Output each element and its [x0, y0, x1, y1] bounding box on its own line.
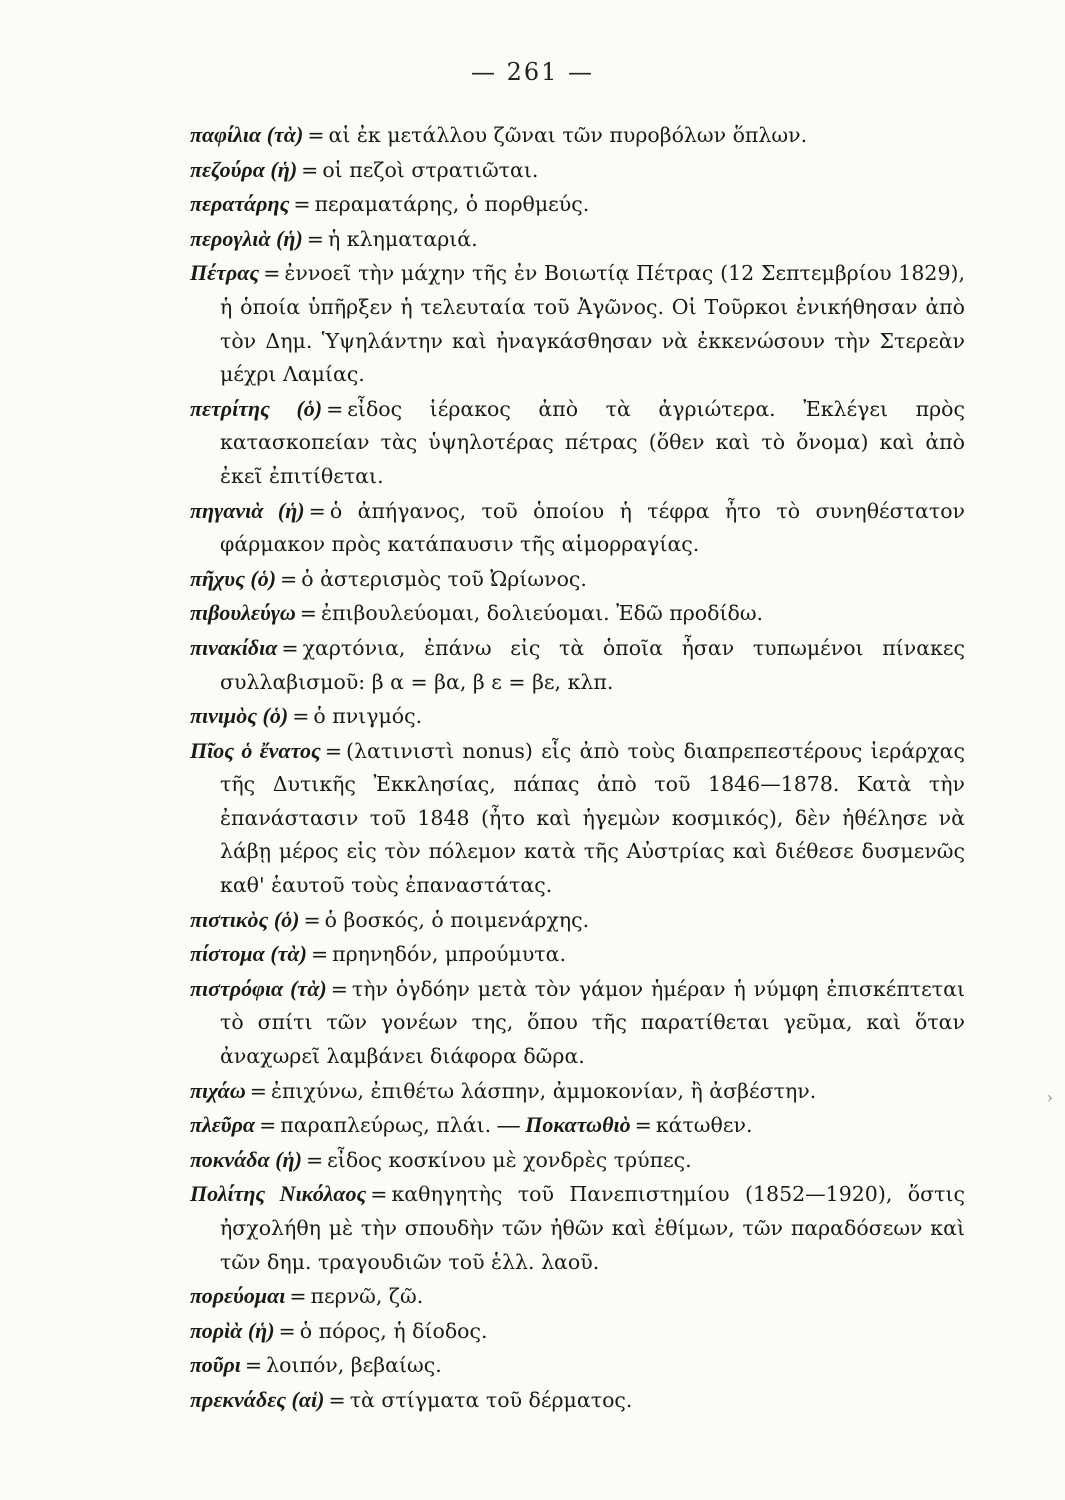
entry-equals-sign: =: [310, 942, 329, 967]
glossary-entry: [190, 1279, 965, 1314]
glossary-entry: [190, 256, 965, 391]
entry-definition: οἱ πεζοὶ στρατιῶται.: [322, 157, 539, 182]
glossary-entry: [190, 1348, 965, 1383]
entry-definition: τὰ στίγματα τοῦ δέρματος.: [349, 1387, 633, 1412]
entry-definition: ἐννοεῖ τὴν μάχην τῆς ἐν Βοιωτίᾳ Πέτρας (12 Σεπτεμβρίου 1829), ἡ ὁποία ὑπῆρξεν ἡ τελευταία τοῦ Ἀγῶνος. Οἱ Τοῦρκοι ἐνικήθησαν ἀπὸ τὸν Δημ. Ὑψηλάντην καὶ ἠναγκάσθησαν νὰ ἐκκενώσουν τὴν Στερεὰν μέχρι Λαμίας.: [220, 261, 965, 387]
glossary-entry: [190, 494, 965, 562]
entry-equals-sign: =: [307, 123, 325, 147]
entry-definition: χαρτόνια, ἐπάνω εἰς τὰ ὁποῖα ἦσαν τυπωμένοι πίνακες συλλαβισμοῦ: β α = βα, β ε = βε, κλπ.: [220, 635, 965, 694]
entry-definition: πρηνηδόν, μπρούμυτα.: [332, 942, 566, 967]
glossary-entry: [190, 1074, 965, 1109]
entry-equals-sign: =: [278, 1318, 296, 1343]
entry-equals-sign: =: [263, 261, 281, 286]
entry-headword: ποῦρι: [190, 1352, 241, 1378]
glossary-entry: [190, 1383, 965, 1418]
glossary-entry: [190, 222, 965, 257]
entry-equals-sign: =: [303, 907, 321, 932]
entry-definition: εἶδος κοσκίνου μὲ χονδρὲς τρύπες.: [327, 1147, 692, 1172]
entry-headword: περογλιὰ (ἡ): [190, 225, 303, 251]
entry-equals-sign: =: [292, 704, 310, 729]
entry-headword: πορὶὰ (ἡ): [190, 1317, 275, 1343]
glossary-entry: [190, 1177, 965, 1279]
entry-headword: πινακίδια: [190, 634, 278, 660]
entry-definition: ἐπιχύνω, ἐπιθέτω λάσπην, ἀμμοκονίαν, ἢ ἀσβέστην.: [270, 1078, 817, 1103]
entry-equals-sign: =: [308, 498, 326, 523]
entry-headword: πρεκνάδες (αἱ): [190, 1386, 325, 1412]
entry-headword: πετρίτης (ὁ): [190, 395, 323, 421]
entry-definition: περνῶ, ζῶ.: [310, 1284, 424, 1309]
entry-equals-sign: =: [280, 566, 298, 591]
entry-headword: πινιμὸς (ὁ): [190, 703, 289, 729]
entry-headword-secondary: — Ποκατωθιὸ: [497, 1112, 631, 1138]
margin-mark: ›: [1046, 1088, 1053, 1107]
entry-equals-sign: =: [293, 192, 311, 217]
entry-definition: αἱ ἐκ μετάλλου ζῶναι τῶν πυροβόλων ὅπλων.: [328, 123, 808, 147]
entry-definition: τὴν ὀγδόην μετὰ τὸν γάμον ἡμέραν ἡ νύμφη ἐπισκέπτεται τὸ σπίτι τῶν γονέων της, ὅπου τῆς παρατίθεται γεῦμα, καὶ ὅταν ἀναχωρεῖ λαμβάνει διάφορα δῶρα.: [220, 976, 965, 1069]
entry-equals-sign: =: [328, 1387, 346, 1412]
entry-headword: πεζούρα (ἡ): [190, 156, 298, 182]
entry-headword: πιστρόφια (τὰ): [190, 975, 327, 1001]
entry-headword: ποκνάδα (ἡ): [190, 1146, 302, 1172]
glossary-entry: [190, 1314, 965, 1349]
glossary-entry: [190, 903, 965, 938]
glossary-entry: [190, 937, 965, 972]
entry-headword: περατάρης: [190, 191, 290, 217]
entry-headword: πλεῦρα: [190, 1112, 256, 1138]
entry-headword: παφίλια (τὰ): [190, 122, 304, 147]
entry-equals-sign: =: [289, 1284, 307, 1309]
entry-headword: Πῖος ὁ ἔνατος: [190, 737, 321, 763]
entry-equals-sign: =: [244, 1353, 263, 1378]
entry-definition: ἐπιβουλεύομαι, δολιεύομαι. Ἐδῶ προδίδω.: [320, 601, 764, 626]
glossary-entry: [190, 734, 965, 903]
glossary-entry: [190, 631, 965, 699]
entry-headword: πιχάω: [190, 1077, 246, 1103]
entry-definition: ὁ ἀπήγανος, τοῦ ὁποίου ἡ τέφρα ἦτο τὸ συνηθέστατον φάρμακον πρὸς κατάπαυσιν τῆς αἱμορραγίας.: [220, 498, 965, 557]
entry-equals-sign: =: [259, 1113, 277, 1138]
entry-definition: εἶδος ἱέρακος ἀπὸ τὰ ἀγριώτερα. Ἐκλέγει πρὸς κατασκοπείαν τὰς ὑψηλοτέρας πέτρας (ὅθεν καὶ τὸ ὄνομα) καὶ ἀπὸ ἐκεῖ ἐπιτίθεται.: [220, 396, 965, 488]
entry-equals-sign: =: [299, 601, 317, 626]
entry-headword: πῆχυς (ὁ): [190, 565, 277, 591]
entry-headword: πιβουλεύγω: [190, 600, 296, 626]
entry-definition: (λατινιστὶ nonus) εἷς ἀπὸ τοὺς διαπρεπεστέρους ἱεράρχας τῆς Δυτικῆς Ἐκκλησίας, πάπας ἀπὸ τοῦ 1846—1878. Κατὰ τὴν ἐπανάστασιν τοῦ 1848 (ἦτο καὶ ἡγεμὼν κοσμικός), δὲν ἠθέλησε νὰ λάβῃ μέρος εἰς τὸν πόλεμον κατὰ τῆς Αὐστρίας καὶ διέθεσε δυσμενῶς καθ' ἑαυτοῦ τοὺς ἐπαναστάτας.: [220, 738, 965, 898]
entry-equals-sign: =: [305, 1147, 324, 1172]
entry-equals-sign: =: [324, 738, 343, 763]
glossary-entry: [190, 562, 965, 597]
glossary-entry: [190, 153, 965, 188]
entry-definition: περαματάρης, ὁ πορθμεύς.: [314, 192, 590, 217]
entry-equals-sign: =: [301, 157, 319, 182]
glossary-entry: [190, 1143, 965, 1178]
entry-definition: καθηγητὴς τοῦ Πανεπιστημίου (1852—1920), ὅστις ἠσχολήθη μὲ τὴν σπουδὴν τῶν ἠθῶν καὶ ἐθίμων, τῶν παραδόσεων καὶ τῶν δημ. τραγουδιῶν τοῦ ἑλλ. λαοῦ.: [220, 1182, 965, 1274]
entry-equals-sign: =: [249, 1078, 267, 1103]
glossary-entry: [190, 118, 965, 153]
entry-definition: παραπλεύρως, πλάι.: [280, 1113, 492, 1138]
entry-equals-sign: =: [330, 976, 348, 1001]
entry-definition: ὁ πνιγμός.: [313, 704, 423, 729]
entry-definition: ἡ κληματαριά.: [327, 226, 478, 251]
entry-equals-sign: =: [634, 1113, 652, 1138]
entry-definition: ὁ ἀστερισμὸς τοῦ Ὠρίωνος.: [301, 566, 587, 591]
entry-equals-sign: =: [281, 635, 299, 660]
glossary-entry: [190, 596, 965, 631]
entry-headword: πίστομα (τὰ): [190, 941, 307, 967]
entry-headword: Πέτρας: [190, 260, 260, 286]
entry-definition-secondary: κάτωθεν.: [655, 1113, 753, 1138]
entry-headword: πιστικὸς (ὁ): [190, 906, 300, 932]
glossary-entry: [190, 392, 965, 494]
glossary-entry: [190, 699, 965, 734]
entry-definition: ὁ πόρος, ἡ δίοδος.: [299, 1318, 488, 1343]
glossary-entry: [190, 187, 965, 222]
entry-headword: πηγανιὰ (ἡ): [190, 497, 305, 523]
glossary-entries: [190, 118, 965, 1418]
entry-headword: πορεύομαι: [190, 1283, 286, 1309]
entry-headword: Πολίτης Νικόλαος: [190, 1181, 367, 1207]
entry-equals-sign: =: [326, 396, 344, 421]
page-number: — 261 —: [470, 58, 595, 86]
entry-equals-sign: =: [306, 226, 324, 251]
glossary-entry: [190, 972, 965, 1074]
glossary-entry: [190, 1108, 965, 1143]
entry-equals-sign: =: [370, 1182, 388, 1207]
entry-definition: λοιπόν, βεβαίως.: [266, 1353, 442, 1378]
entry-definition: ὁ βοσκός, ὁ ποιμενάρχης.: [324, 907, 590, 932]
